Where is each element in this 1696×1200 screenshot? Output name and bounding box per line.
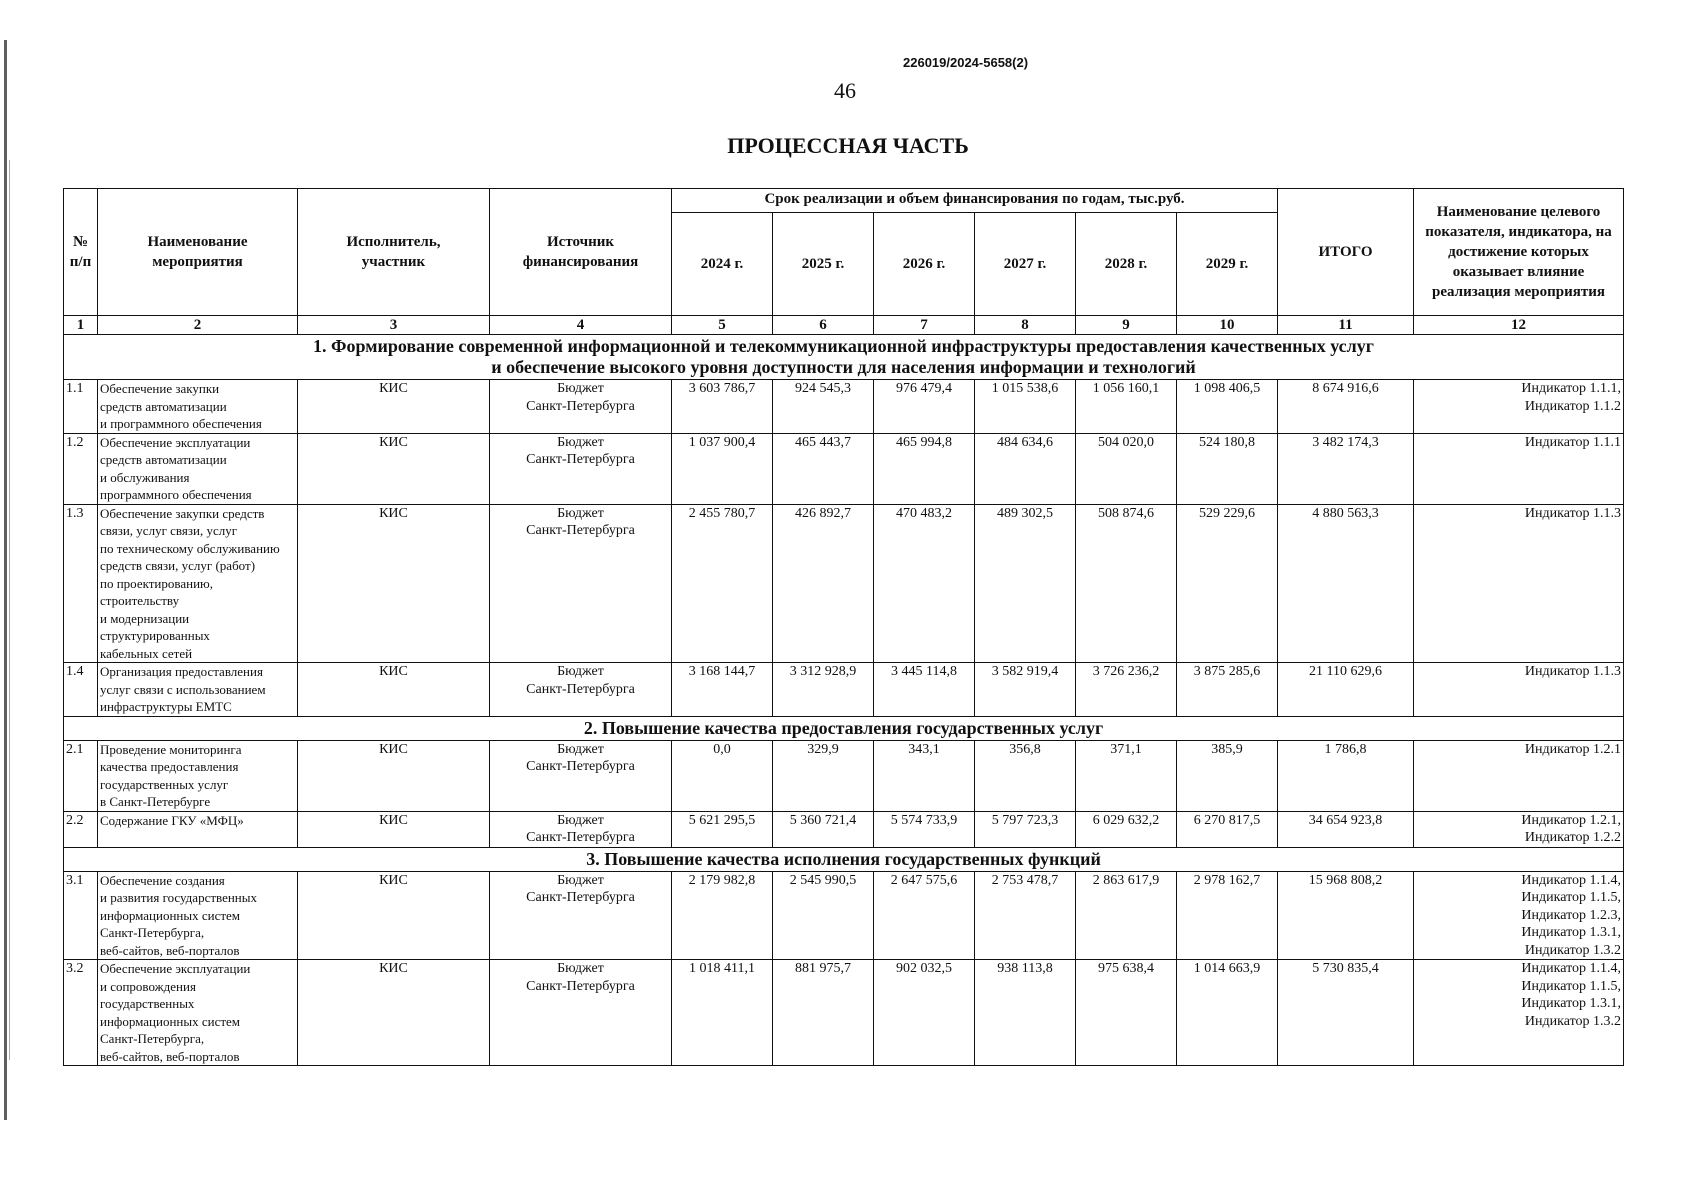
year-value: 426 892,7 (773, 504, 874, 663)
column-number: 11 (1278, 316, 1414, 335)
year-value: 484 634,6 (975, 433, 1076, 504)
year-value: 465 994,8 (874, 433, 975, 504)
year-value: 5 621 295,5 (672, 811, 773, 847)
year-value: 489 302,5 (975, 504, 1076, 663)
indicator: Индикатор 1.1.4, Индикатор 1.1.5, Индикатор 1.3.1, Индикатор 1.3.2 (1414, 960, 1624, 1066)
column-number: 3 (298, 316, 490, 335)
table-row (64, 871, 1624, 960)
executor: КИС (298, 871, 490, 960)
year-value: 3 582 919,4 (975, 663, 1076, 717)
funding-source: Бюджет Санкт-Петербурга (490, 663, 672, 717)
year-value: 3 445 114,8 (874, 663, 975, 717)
year-value: 975 638,4 (1076, 960, 1177, 1066)
row-number: 1.4 (64, 663, 98, 717)
column-number: 5 (672, 316, 773, 335)
header-year: 2028 г. (1076, 213, 1177, 316)
year-value: 524 180,8 (1177, 433, 1278, 504)
year-value: 2 179 982,8 (672, 871, 773, 960)
total-value: 34 654 923,8 (1278, 811, 1414, 847)
column-number: 9 (1076, 316, 1177, 335)
row-number: 1.1 (64, 380, 98, 434)
year-value: 1 018 411,1 (672, 960, 773, 1066)
year-value: 1 014 663,9 (1177, 960, 1278, 1066)
year-value: 938 113,8 (975, 960, 1076, 1066)
year-value: 3 312 928,9 (773, 663, 874, 717)
activity-name: Обеспечение закупки средств автоматизации и программного обеспечения (98, 380, 298, 434)
year-value: 5 360 721,4 (773, 811, 874, 847)
funding-source: Бюджет Санкт-Петербурга (490, 740, 672, 811)
table-body (64, 316, 1624, 1066)
header-executor: Исполнитель, участник (298, 189, 490, 316)
year-value: 2 647 575,6 (874, 871, 975, 960)
column-number-row (64, 316, 1624, 335)
year-value: 329,9 (773, 740, 874, 811)
funding-source: Бюджет Санкт-Петербурга (490, 433, 672, 504)
year-value: 5 797 723,3 (975, 811, 1076, 847)
column-number: 4 (490, 316, 672, 335)
column-number: 6 (773, 316, 874, 335)
year-value: 465 443,7 (773, 433, 874, 504)
activity-name: Обеспечение создания и развития государственных информационных систем Санкт-Петербурга, веб-сайтов, веб-порталов (98, 871, 298, 960)
indicator: Индикатор 1.2.1 (1414, 740, 1624, 811)
executor: КИС (298, 380, 490, 434)
column-number: 2 (98, 316, 298, 335)
page-number: 46 (834, 78, 856, 103)
header-period-group: Срок реализации и объем финансирования по годам, тыс.руб. (672, 189, 1278, 213)
year-value: 3 603 786,7 (672, 380, 773, 434)
total-value: 21 110 629,6 (1278, 663, 1414, 717)
indicator: Индикатор 1.1.1 (1414, 433, 1624, 504)
year-value: 508 874,6 (1076, 504, 1177, 663)
header-year: 2025 г. (773, 213, 874, 316)
header-source: Источник финансирования (490, 189, 672, 316)
table-row (64, 811, 1624, 847)
activity-name: Обеспечение эксплуатации средств автоматизации и обслуживания программного обеспечения (98, 433, 298, 504)
column-number: 12 (1414, 316, 1624, 335)
year-value: 529 229,6 (1177, 504, 1278, 663)
executor: КИС (298, 740, 490, 811)
header-total: ИТОГО (1278, 189, 1414, 316)
year-value: 6 029 632,2 (1076, 811, 1177, 847)
column-number: 8 (975, 316, 1076, 335)
executor: КИС (298, 504, 490, 663)
row-number: 1.2 (64, 433, 98, 504)
section-title: 2. Повышение качества предоставления государственных услуг (64, 716, 1624, 740)
executor: КИС (298, 960, 490, 1066)
activity-name: Обеспечение закупки средств связи, услуг связи, услуг по техническому обслуживанию средств связи, услуг (работ) по проектированию, строительству и модернизации структурированных кабельных сетей (98, 504, 298, 663)
year-value: 1 015 538,6 (975, 380, 1076, 434)
year-value: 2 978 162,7 (1177, 871, 1278, 960)
column-number: 7 (874, 316, 975, 335)
total-value: 5 730 835,4 (1278, 960, 1414, 1066)
total-value: 3 482 174,3 (1278, 433, 1414, 504)
executor: КИС (298, 811, 490, 847)
row-number: 2.2 (64, 811, 98, 847)
funding-source: Бюджет Санкт-Петербурга (490, 811, 672, 847)
funding-source: Бюджет Санкт-Петербурга (490, 380, 672, 434)
year-value: 356,8 (975, 740, 1076, 811)
year-value: 6 270 817,5 (1177, 811, 1278, 847)
document-number: 226019/2024-5658(2) (903, 55, 1029, 70)
year-value: 3 875 285,6 (1177, 663, 1278, 717)
table-row (64, 380, 1624, 434)
header-year: 2024 г. (672, 213, 773, 316)
activity-name: Обеспечение эксплуатации и сопровождения государственных информационных систем Санкт-Петербурга, веб-сайтов, веб-порталов (98, 960, 298, 1066)
year-value: 470 483,2 (874, 504, 975, 663)
table-row (64, 740, 1624, 811)
section-title: 3. Повышение качества исполнения государственных функций (64, 847, 1624, 871)
header-year: 2027 г. (975, 213, 1076, 316)
year-value: 976 479,4 (874, 380, 975, 434)
indicator: Индикатор 1.2.1, Индикатор 1.2.2 (1414, 811, 1624, 847)
activity-name: Содержание ГКУ «МФЦ» (98, 811, 298, 847)
funding-source: Бюджет Санкт-Петербурга (490, 504, 672, 663)
year-value: 343,1 (874, 740, 975, 811)
section-row (64, 716, 1624, 740)
indicator: Индикатор 1.1.3 (1414, 663, 1624, 717)
year-value: 2 455 780,7 (672, 504, 773, 663)
header-year: 2029 г. (1177, 213, 1278, 316)
header-year: 2026 г. (874, 213, 975, 316)
row-number: 3.2 (64, 960, 98, 1066)
funding-source: Бюджет Санкт-Петербурга (490, 871, 672, 960)
section-row (64, 847, 1624, 871)
page-title: ПРОЦЕССНАЯ ЧАСТЬ (727, 133, 969, 158)
header-name: Наименование мероприятия (98, 189, 298, 316)
section-title: 1. Формирование современной информационной и телекоммуникационной инфраструктуры предоставления качественных услуг и обеспечение высокого уровня доступности для населения информации и технологий (64, 335, 1624, 380)
year-value: 2 545 990,5 (773, 871, 874, 960)
year-value: 924 545,3 (773, 380, 874, 434)
year-value: 2 863 617,9 (1076, 871, 1177, 960)
table-row (64, 960, 1624, 1066)
scan-edge (4, 40, 7, 1120)
column-number: 10 (1177, 316, 1278, 335)
year-value: 881 975,7 (773, 960, 874, 1066)
table-row (64, 504, 1624, 663)
header-indicator: Наименование целевого показателя, индикатора, на достижение которых оказывает влияние реализация мероприятия (1414, 189, 1624, 316)
year-value: 504 020,0 (1076, 433, 1177, 504)
table-header (64, 189, 1624, 316)
activity-name: Организация предоставления услуг связи с использованием инфраструктуры ЕМТС (98, 663, 298, 717)
scan-edge-shadow (9, 160, 10, 1060)
table-row (64, 433, 1624, 504)
indicator: Индикатор 1.1.1, Индикатор 1.1.2 (1414, 380, 1624, 434)
executor: КИС (298, 663, 490, 717)
indicator: Индикатор 1.1.3 (1414, 504, 1624, 663)
section-row (64, 335, 1624, 380)
year-value: 3 726 236,2 (1076, 663, 1177, 717)
executor: КИС (298, 433, 490, 504)
year-value: 5 574 733,9 (874, 811, 975, 847)
year-value: 902 032,5 (874, 960, 975, 1066)
financing-table (63, 188, 1624, 1066)
year-value: 0,0 (672, 740, 773, 811)
row-number: 2.1 (64, 740, 98, 811)
total-value: 4 880 563,3 (1278, 504, 1414, 663)
total-value: 8 674 916,6 (1278, 380, 1414, 434)
year-value: 1 098 406,5 (1177, 380, 1278, 434)
year-value: 3 168 144,7 (672, 663, 773, 717)
year-value: 385,9 (1177, 740, 1278, 811)
row-number: 1.3 (64, 504, 98, 663)
year-value: 371,1 (1076, 740, 1177, 811)
header-num: № п/п (64, 189, 98, 316)
total-value: 15 968 808,2 (1278, 871, 1414, 960)
funding-source: Бюджет Санкт-Петербурга (490, 960, 672, 1066)
activity-name: Проведение мониторинга качества предоставления государственных услуг в Санкт-Петербурге (98, 740, 298, 811)
year-value: 1 056 160,1 (1076, 380, 1177, 434)
table-row (64, 663, 1624, 717)
year-value: 1 037 900,4 (672, 433, 773, 504)
year-value: 2 753 478,7 (975, 871, 1076, 960)
total-value: 1 786,8 (1278, 740, 1414, 811)
indicator: Индикатор 1.1.4, Индикатор 1.1.5, Индикатор 1.2.3, Индикатор 1.3.1, Индикатор 1.3.2 (1414, 871, 1624, 960)
column-number: 1 (64, 316, 98, 335)
row-number: 3.1 (64, 871, 98, 960)
